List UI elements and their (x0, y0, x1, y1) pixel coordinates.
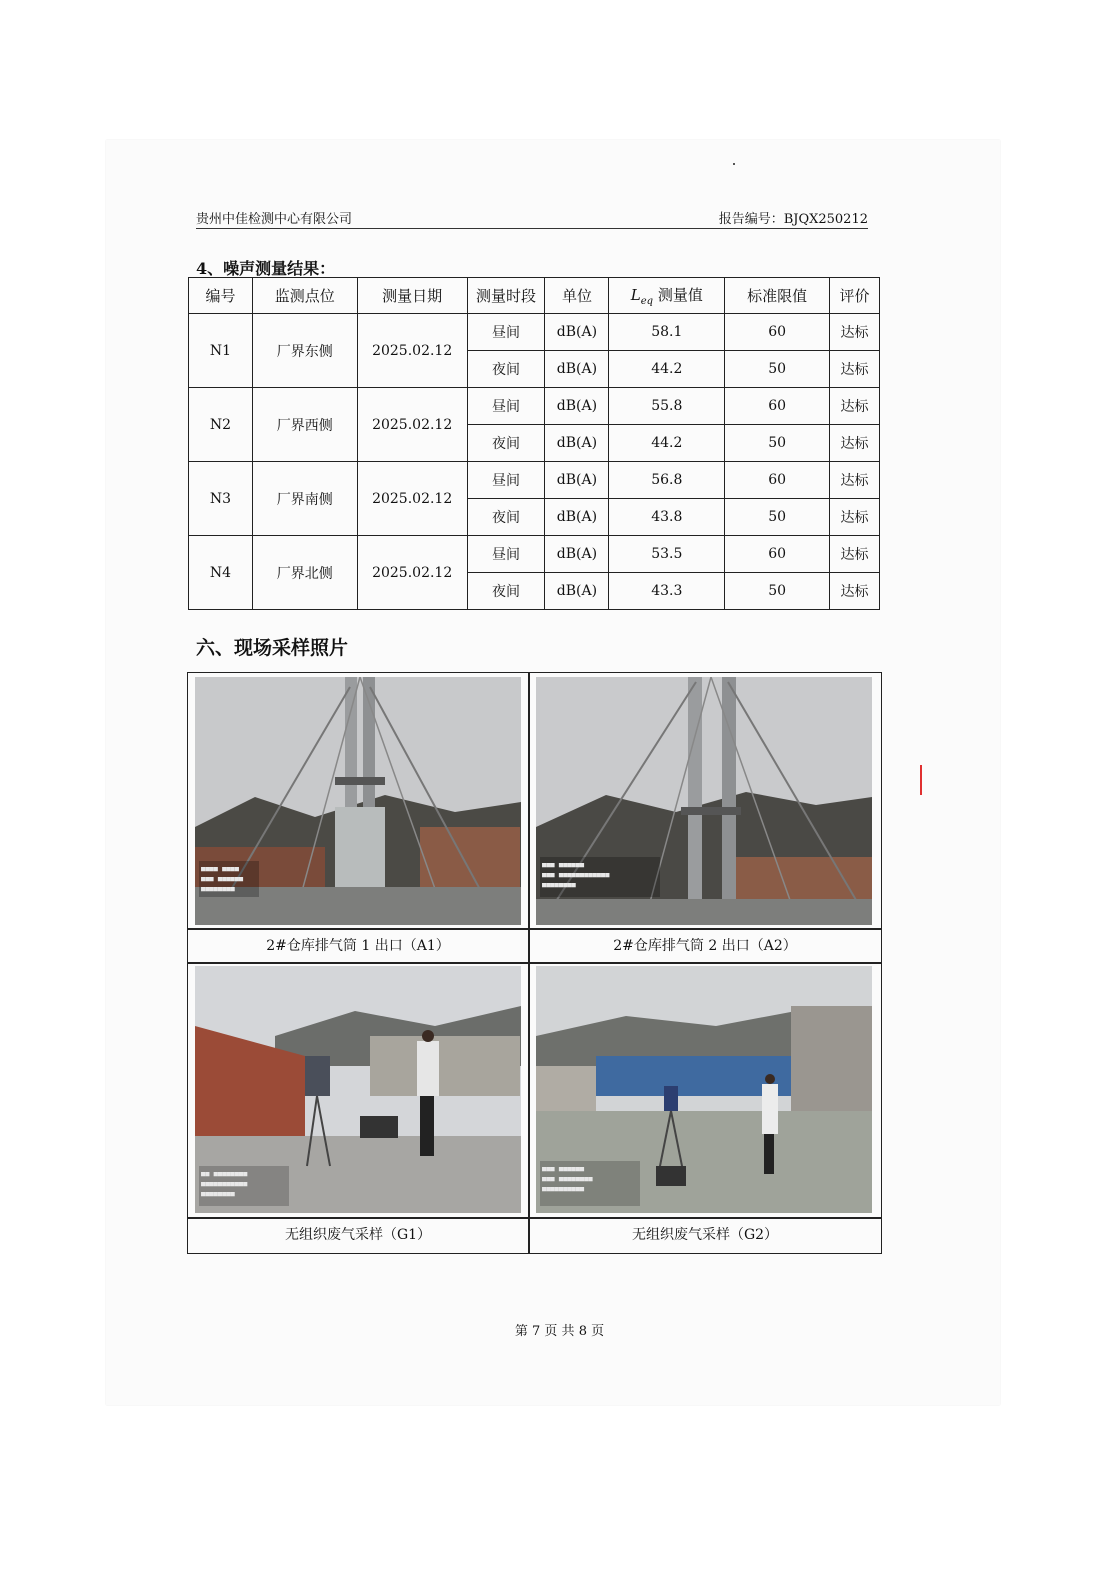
cell-unit: dB(A) (545, 573, 609, 610)
caption-g2: 无组织废气采样（G2） (631, 1227, 779, 1243)
cell-limit: 50 (725, 425, 830, 462)
cell-location: 厂界东侧 (252, 314, 357, 388)
svg-text:■■■ ■■■■■■: ■■■ ■■■■■■ (542, 861, 585, 869)
svg-text:■■■ ■■■■■■: ■■■ ■■■■■■ (542, 1165, 585, 1173)
cell-date: 2025.02.12 (357, 314, 467, 388)
photo-a1-image (195, 677, 521, 925)
cell-location: 厂界西侧 (252, 388, 357, 462)
photo-g1-image (195, 966, 521, 1213)
col-header-limit: 标准限值 (725, 278, 830, 314)
cell-id: N2 (189, 388, 253, 462)
cell-value: 44.2 (609, 351, 725, 388)
svg-text:■■■■■■■■■■: ■■■■■■■■■■ (542, 1185, 585, 1193)
cell-location: 厂界南侧 (252, 462, 357, 536)
cell-unit: dB(A) (545, 462, 609, 499)
cell-limit: 60 (725, 462, 830, 499)
grid-divider-3 (188, 1217, 881, 1219)
leq-subscript: eq (640, 296, 654, 307)
cell-period: 昼间 (467, 536, 545, 573)
noise-table (188, 277, 880, 610)
svg-text:■■■■■■■■: ■■■■■■■■ (542, 881, 576, 889)
svg-text:■■ ■■■■■■■■: ■■ ■■■■■■■■ (201, 1170, 248, 1178)
col-header-date: 测量日期 (357, 278, 467, 314)
svg-text:■■■■■■■■■■■: ■■■■■■■■■■■ (201, 1180, 248, 1188)
cell-limit: 60 (725, 314, 830, 351)
section-4-title: 4、噪声测量结果： (196, 259, 336, 278)
table-row (189, 314, 880, 351)
photo-a2-image (536, 677, 872, 925)
cell-date: 2025.02.12 (357, 388, 467, 462)
svg-text:■■■ ■■■■■■■■: ■■■ ■■■■■■■■ (542, 1175, 593, 1183)
cell-limit: 50 (725, 573, 830, 610)
cell-result: 达标 (830, 573, 880, 610)
cell-value: 55.8 (609, 388, 725, 425)
cell-period: 昼间 (467, 388, 545, 425)
scan-speck (733, 163, 735, 165)
cell-period: 夜间 (467, 573, 545, 610)
cell-period: 昼间 (467, 462, 545, 499)
report-number: 报告编号：BJQX250212 (718, 212, 868, 227)
cell-value: 43.3 (609, 573, 725, 610)
noise-table-body (189, 314, 880, 610)
cell-limit: 60 (725, 388, 830, 425)
cell-result: 达标 (830, 314, 880, 351)
cell-unit: dB(A) (545, 425, 609, 462)
table-row (189, 536, 880, 573)
cell-result: 达标 (830, 388, 880, 425)
cell-period: 夜间 (467, 425, 545, 462)
caption-a2: 2#仓库排气筒 2 出口（A2） (613, 938, 797, 954)
leq-symbol: L (630, 286, 641, 304)
photo-a1 (195, 677, 521, 925)
cell-value: 43.8 (609, 499, 725, 536)
leq-label: 测量值 (657, 286, 703, 304)
svg-text:■■■■ ■■■■: ■■■■ ■■■■ (201, 865, 239, 873)
cell-result: 达标 (830, 536, 880, 573)
cell-limit: 50 (725, 351, 830, 388)
photo-g2 (536, 966, 872, 1213)
page-header (196, 208, 868, 229)
cell-unit: dB(A) (545, 388, 609, 425)
cell-id: N3 (189, 462, 253, 536)
company-name: 贵州中佳检测中心有限公司 (196, 212, 353, 227)
cell-location: 厂界北侧 (252, 536, 357, 610)
table-row (189, 462, 880, 499)
svg-text:■■■■■■■■: ■■■■■■■■ (201, 885, 235, 893)
photo-g1 (195, 966, 521, 1213)
cell-value: 56.8 (609, 462, 725, 499)
table-header-row (189, 278, 880, 314)
page-footer: 第 7 页 共 8 页 (514, 1324, 605, 1339)
cell-value: 53.5 (609, 536, 725, 573)
cell-result: 达标 (830, 351, 880, 388)
cell-limit: 50 (725, 499, 830, 536)
cell-unit: dB(A) (545, 536, 609, 573)
cell-result: 达标 (830, 462, 880, 499)
col-header-id: 编号 (189, 278, 253, 314)
cell-period: 夜间 (467, 499, 545, 536)
cell-unit: dB(A) (545, 351, 609, 388)
col-header-unit: 单位 (545, 278, 609, 314)
photo-a2 (536, 677, 872, 925)
cell-limit: 60 (725, 536, 830, 573)
caption-g1: 无组织废气采样（G1） (284, 1227, 432, 1243)
section-6-title: 六、现场采样照片 (196, 637, 349, 659)
svg-text:■■■ ■■■■■■■■■■■■: ■■■ ■■■■■■■■■■■■ (542, 871, 610, 879)
table-row (189, 388, 880, 425)
cell-value: 58.1 (609, 314, 725, 351)
cell-date: 2025.02.12 (357, 462, 467, 536)
photo-grid (187, 672, 882, 1254)
cell-result: 达标 (830, 425, 880, 462)
cell-value: 44.2 (609, 425, 725, 462)
cell-unit: dB(A) (545, 314, 609, 351)
col-header-result: 评价 (830, 278, 880, 314)
col-header-period: 测量时段 (467, 278, 545, 314)
svg-text:■■■■■■■■: ■■■■■■■■ (201, 1190, 235, 1198)
grid-divider-1 (188, 928, 881, 930)
cell-period: 夜间 (467, 351, 545, 388)
cell-period: 昼间 (467, 314, 545, 351)
cell-id: N4 (189, 536, 253, 610)
cell-date: 2025.02.12 (357, 536, 467, 610)
cell-unit: dB(A) (545, 499, 609, 536)
photo-g2-image (536, 966, 872, 1213)
cell-result: 达标 (830, 499, 880, 536)
svg-text:■■■ ■■■■■■: ■■■ ■■■■■■ (201, 875, 244, 883)
red-pen-mark (920, 765, 922, 795)
col-header-location: 监测点位 (252, 278, 357, 314)
cell-id: N1 (189, 314, 253, 388)
caption-a1: 2#仓库排气筒 1 出口（A1） (266, 938, 450, 954)
col-header-leq (609, 278, 725, 314)
grid-divider-2 (188, 962, 881, 964)
